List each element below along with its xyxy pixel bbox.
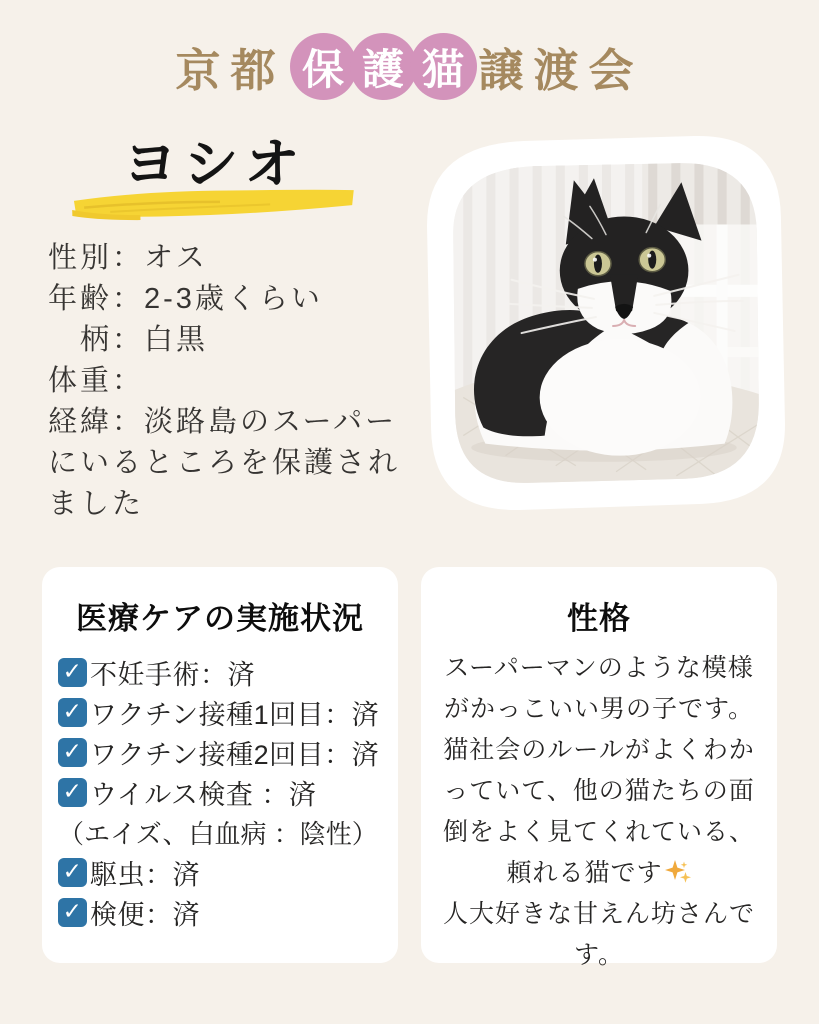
cat-name: ヨシオ xyxy=(122,133,306,195)
cat-photo-illustration xyxy=(423,132,789,516)
header-circle-2 xyxy=(350,33,417,100)
check-glyph: ✓ xyxy=(62,737,83,764)
check-glyph: ✓ xyxy=(62,857,83,884)
profile-row-background: 経緯：淡路島のスーパーにいるところを保護されました xyxy=(48,406,401,520)
checkbox-checked-icon xyxy=(58,858,87,887)
header-suffix: 譲渡会 xyxy=(478,45,644,96)
medical-item-vaccine2 xyxy=(58,732,382,772)
medical-checklist xyxy=(58,652,382,932)
medical-item-text: 検便：済 xyxy=(90,899,200,930)
profile-row-weight: 体重： xyxy=(48,365,145,397)
cat-name-section xyxy=(68,134,360,220)
header-circle-1 xyxy=(290,33,357,100)
medical-item-stool-test xyxy=(58,892,382,932)
medical-item-text: ワクチン接種1回目：済 xyxy=(90,699,380,730)
medical-care-card xyxy=(42,567,398,963)
personality-text-main: スーパーマンのような模様がかっこいい男の子です。猫社会のルールがよくわかっていて、他の猫たちの面倒をよく見てくれている、頼れる猫です xyxy=(442,654,755,887)
header-circle-cat-char: 猫 xyxy=(421,45,464,93)
personality-text xyxy=(435,648,763,976)
personality-card-title: 性格 xyxy=(567,601,631,636)
medical-item-spay xyxy=(58,652,382,692)
medical-card-title: 医療ケアの実施状況 xyxy=(76,601,364,636)
checkbox-checked-icon xyxy=(58,698,87,727)
medical-item-virus-note xyxy=(58,812,382,852)
medical-item-text: （エイズ、白血病 ：陰性） xyxy=(58,818,378,849)
medical-item-text: 駆虫：済 xyxy=(90,859,200,890)
cat-photo xyxy=(423,132,789,516)
event-header xyxy=(0,33,819,100)
personality-text-secondary: 人大好きな甘えん坊さんです。 xyxy=(442,900,755,969)
check-glyph: ✓ xyxy=(62,777,83,804)
medical-item-deworming xyxy=(58,852,382,892)
checkbox-checked-icon xyxy=(58,738,87,767)
medical-item-text: ワクチン接種2回目：済 xyxy=(90,739,380,770)
check-glyph: ✓ xyxy=(62,697,83,724)
sparkles-icon xyxy=(664,858,692,886)
check-glyph: ✓ xyxy=(62,657,83,684)
header-circle-1-char: 保 xyxy=(301,45,344,93)
personality-card xyxy=(421,567,777,969)
checkbox-checked-icon xyxy=(58,658,87,687)
checkbox-checked-icon xyxy=(58,898,87,927)
header-circle-cat xyxy=(410,33,477,100)
medical-item-text: 不妊手術：済 xyxy=(90,659,255,690)
profile-row-pattern: 柄：白黒 xyxy=(80,324,209,356)
header-prefix: 京都 xyxy=(175,45,286,96)
checkbox-checked-icon xyxy=(58,778,87,807)
header-circle-2-char: 護 xyxy=(361,45,404,93)
medical-item-vaccine1 xyxy=(58,692,382,732)
medical-item-text: ウイルス検査 ：済 xyxy=(90,779,317,810)
profile-info xyxy=(48,238,424,525)
check-glyph: ✓ xyxy=(62,897,83,924)
medical-item-virus-test xyxy=(58,772,382,812)
profile-row-age: 年齢：2-3歳くらい xyxy=(48,283,323,315)
profile-row-sex: 性別：オス xyxy=(48,242,208,274)
